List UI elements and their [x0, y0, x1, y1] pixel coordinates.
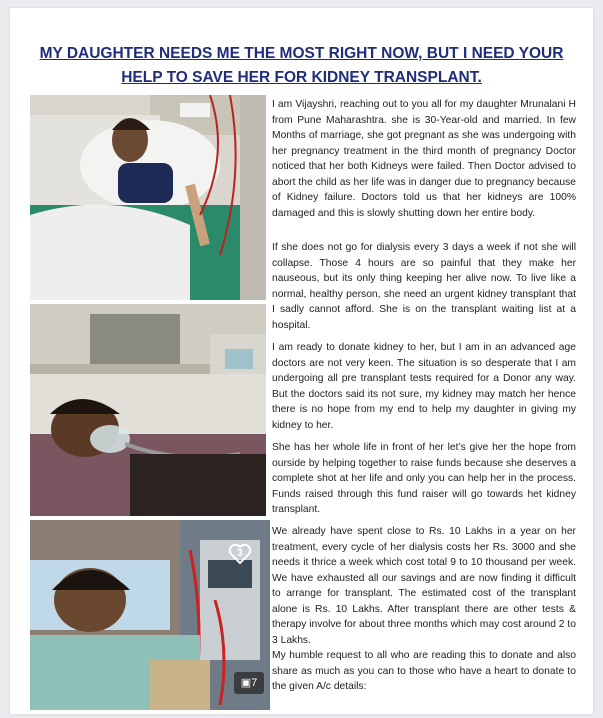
paragraph-hope: She has her whole life in front of her let’s give her the hope from ourside by helping together to raise funds because she deserves a complete shot at her life and only you can help her in the process. Funds raised through this fund raiser will go towards het kidney transplant.: [272, 442, 576, 515]
paragraph-request: My humble request to all who are reading this to donate and also share as much as you can to those who have a heart to donate to the given A/c details:: [272, 650, 576, 692]
photo-count-badge[interactable]: [234, 672, 264, 694]
photo-hospital-bed: [30, 95, 266, 300]
page-title: [10, 42, 593, 90]
camera-icon: ▣: [240, 677, 252, 689]
title-line-2: HELP TO SAVE HER FOR KIDNEY TRANSPLANT.: [121, 69, 482, 86]
paragraph-dialysis: If she does not go for dialysis every 3 days a week if not she will collapse. Those 4 hours are so painful that they make her nauseous, but its only thing keeping her alive now. To live like a normal, healthy person, she need an urgent kidney transplant that I sadly cannot afford. She is on the transplant waiting list at a hospital.: [272, 242, 576, 331]
photo-oxygen-mask: [30, 304, 266, 516]
title-line-1: MY DAUGHTER NEEDS ME THE MOST RIGHT NOW, BUT I NEED YOUR: [39, 45, 564, 62]
photo-count: 7: [251, 677, 258, 689]
paragraph-costs: We already have spent close to Rs. 10 Lakhs in a year on her treatment, every cycle of her dialysis costs her Rs. 3000 and she needs it thrice a week which cost total 9 to 10 thousand per week. We have exhausted all our savings and are now finding it difficult to arrange for transplant. The estimated cost of the transplant alone is Rs. 10 Lakhs. After transplant there are other tests & therapy involve for about three months which may cost around 2 to 3 Lakhs.: [272, 526, 576, 646]
paragraph-donor: I am ready to donate kidney to her, but I am in an advanced age doctors are not very keen. The situation is so desperate that I am undergoing all pre transplant tests required for a Donor any way. But the doctors said its not sure, my kidney may match her hence there is no hope from my end to help my daughter in giving my kidney to her.: [272, 342, 576, 431]
heart-count: 3: [237, 548, 243, 559]
paragraph-intro: I am Vijayshri, reaching out to you all for my daughter Mrunalani H from Pune Maharashtra. she is 30-Year-old and married. In few Months of marriage, she got pregnant as she was undergoing with her pregnancy treatment in the third month of pregnancy Doctor noticed that her both Kidneys were failed. Then Doctor advised to abort the child as her life was in danger due to pregnancy because of Kidney failure. Doctors told us that her kidneys are 100% damaged and this is slowly shutting down her entire body.: [272, 99, 576, 219]
appeal-page: [10, 8, 593, 714]
